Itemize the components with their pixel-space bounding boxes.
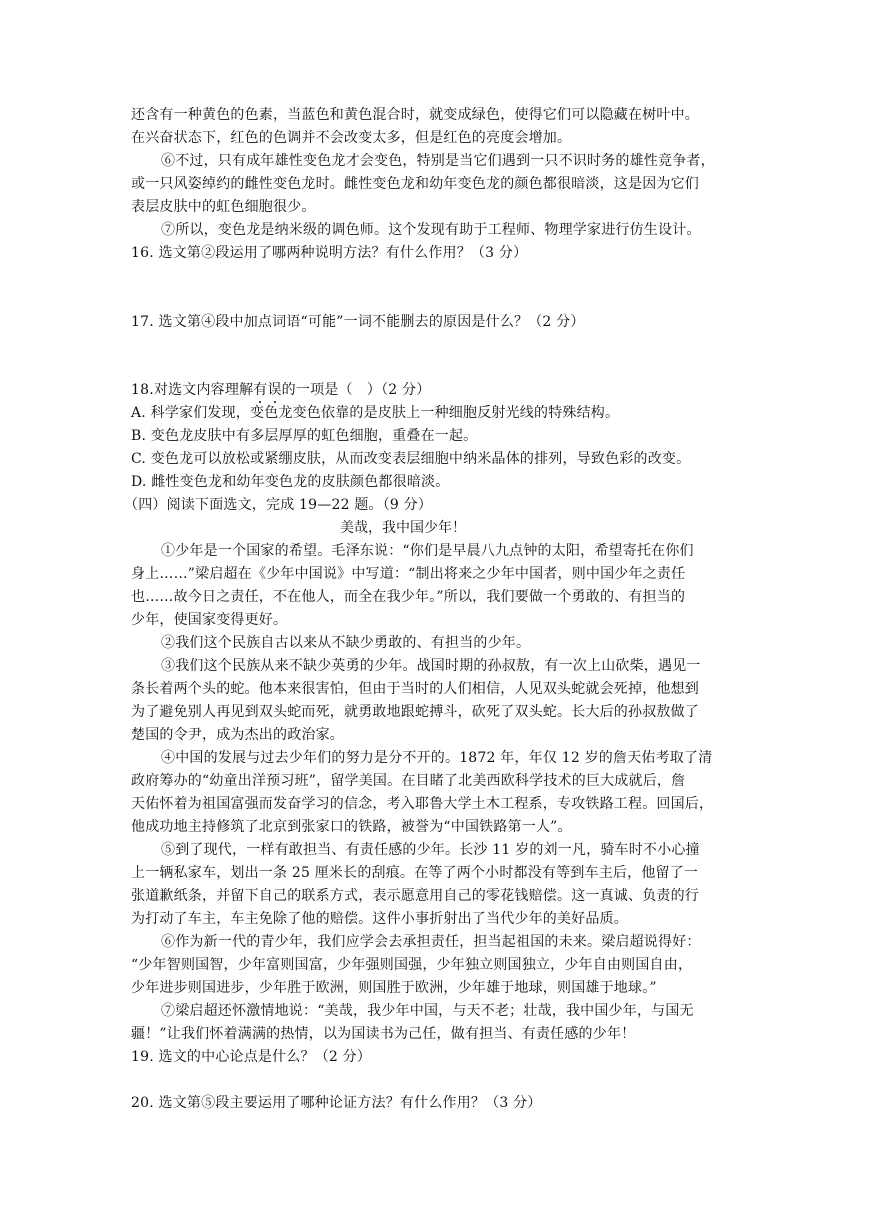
article-title: 美哉，我中国少年！ bbox=[340, 520, 466, 536]
question-19: 19. 选文的中心论点是什么？（2 分） bbox=[131, 1049, 372, 1065]
section-4-heading: （四）阅读下面选文，完成 19—22 题。（9 分） bbox=[124, 497, 433, 513]
question-18 bbox=[131, 381, 771, 399]
paragraph-4-start: ④中国的发展与过去少年们的努力是分不开的。1872 年，年仅 12 岁的詹天佑考取了清 bbox=[161, 750, 713, 766]
text-line: 还含有一种黄色的色素，当蓝色和黄色混合时，就变成绿色，使得它们可以隐藏在树叶中。 bbox=[131, 107, 699, 123]
text-line: 在兴奋状态下，红色的色调并不会改变太多，但是红色的亮度会增加。 bbox=[131, 130, 572, 146]
text-line: 政府筹办的“幼童出洋预习班”，留学美国。在目睹了北美西欧科学技术的巨大成就后，詹 bbox=[131, 773, 686, 789]
option-d: D. 雌性变色龙和幼年变色龙的皮肤颜色都很暗淡。 bbox=[131, 474, 450, 490]
text-line: 表层皮肤中的虹色细胞很少。 bbox=[131, 199, 316, 215]
text-line: 他成功地主持修筑了北京到张家口的铁路，被誉为“中国铁路第一人”。 bbox=[131, 819, 572, 835]
paragraph-7-start: ⑦所以，变色龙是纳米级的调色师。这个发现有助于工程师、物理学家进行仿生设计。 bbox=[161, 222, 701, 238]
text-line: 身上……”梁启超在《少年中国说》中写道：“制出将来之少年中国者，则中国少年之责任 bbox=[131, 566, 686, 582]
text-line: 少年，使国家变得更好。 bbox=[131, 612, 288, 628]
question-17: 17. 选文第④段中加点词语“可能”一词不能删去的原因是什么？（2 分） bbox=[131, 314, 585, 330]
text-line: 楚国的令尹，成为杰出的政治家。 bbox=[131, 727, 344, 743]
text-line: 疆！”让我们怀着满满的热情，以为国读书为己任，做有担当、有责任感的少年！ bbox=[131, 1026, 636, 1042]
text-line: 也……故今日之责任，不在他人，而全在我少年。”所以，我们要做一个勇敢的、有担当的 bbox=[131, 589, 686, 605]
question-18-suffix: 的一项是（ ）（2 分） bbox=[281, 382, 431, 398]
text-line: 条长着两个头的蛇。他本来很害怕，但由于当时的人们相信，人见双头蛇就会死掉，他想到 bbox=[131, 681, 699, 697]
paragraph-1-start: ①少年是一个国家的希望。毛泽东说：“你们是早晨八九点钟的太阳，希望寄托在你们 bbox=[161, 543, 694, 559]
paragraph-6-start: ⑥不过，只有成年雄性变色龙才会变色，特别是当它们遇到一只不识时务的雄性竞争者， bbox=[161, 153, 715, 169]
text-line: 天佑怀着为祖国富强而发奋学习的信念，考入耶鲁大学土木工程系，专攻铁路工程。回国后， bbox=[131, 796, 714, 812]
paragraph-3-start: ③我们这个民族从来不缺少英勇的少年。战国时期的孙叔敖，有一次上山砍柴，遇见一 bbox=[161, 658, 701, 674]
text-line: 或一只风姿绰约的雌性变色龙时。雌性变色龙和幼年变色龙的颜色都很暗淡，这是因为它们 bbox=[131, 176, 699, 192]
emphasis-char-2: 误 bbox=[267, 382, 282, 398]
text-line: 为了避免别人再见到双头蛇而死，就勇敢地跟蛇搏斗，砍死了双头蛇。长大后的孙叔敖做了 bbox=[131, 704, 699, 720]
paragraph-7b-start: ⑦梁启超还怀激情地说：“美哉，我少年中国，与天不老；壮哉，我中国少年，与国无 bbox=[161, 1003, 694, 1019]
paragraph-6b-start: ⑥作为新一代的青少年，我们应学会去承担责任，担当起祖国的未来。梁启超说得好： bbox=[161, 934, 701, 950]
text-line: 少年进步则国进步，少年胜于欧洲，则国胜于欧洲，少年雄于地球，则国雄于地球。” bbox=[131, 980, 657, 996]
text-line: 张道歉纸条，并留下自己的联系方式，表示愿意用自己的零花钱赔偿。这一真诚、负责的行 bbox=[131, 888, 699, 904]
text-line: “少年智则国智，少年富则国富，少年强则国强，少年独立则国独立，少年自由则国自由， bbox=[131, 957, 693, 973]
question-18-prefix: 18.对选文内容理解 bbox=[131, 382, 254, 398]
emphasized-word bbox=[253, 382, 281, 398]
question-20: 20. 选文第⑤段主要运用了哪种论证方法？有什么作用？（3 分） bbox=[131, 1095, 542, 1111]
text-line: 为打动了车主，车主免除了他的赔偿。这件小事折射出了当代少年的美好品质。 bbox=[131, 911, 628, 927]
question-16: 16. 选文第②段运用了哪两种说明方法？有什么作用？（3 分） bbox=[131, 245, 528, 261]
option-b: B. 变色龙皮肤中有多层厚厚的虹色细胞，重叠在一起。 bbox=[131, 428, 478, 444]
option-c: C. 变色龙可以放松或紧绷皮肤，从而改变表层细胞中纳米晶体的排列，导致色彩的改变。 bbox=[131, 451, 691, 467]
option-a: A. 科学家们发现，变色龙变色依靠的是皮肤上一种细胞反射光线的特殊结构。 bbox=[131, 405, 620, 421]
emphasis-char-1: 有 bbox=[253, 382, 268, 398]
paragraph-2: ②我们这个民族自古以来从不缺少勇敢的、有担当的少年。 bbox=[161, 635, 531, 651]
text-line: 上一辆私家车，划出一条 25 厘米长的刮痕。在等了两个小时都没有等到车主后，他留了一 bbox=[131, 865, 699, 881]
paragraph-5-start: ⑤到了现代，一样有敢担当、有责任感的少年。长沙 11 岁的刘一凡，骑车时不小心撞 bbox=[161, 842, 700, 858]
